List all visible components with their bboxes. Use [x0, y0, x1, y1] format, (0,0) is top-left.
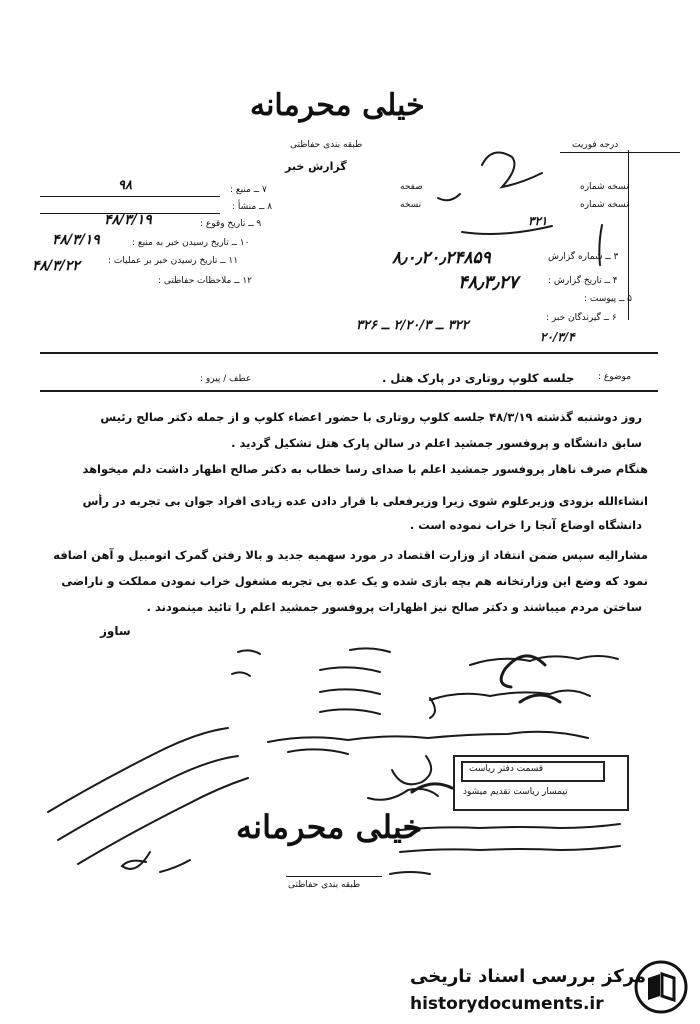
footer-classification-label: طبقه بندی حفاظتی [288, 880, 361, 890]
report-date-value: ۴۸٫۳٫۲۷ [458, 272, 519, 293]
recipients-value-2: ۲۰/۳/۴ [540, 330, 575, 344]
subject-text: جلسه کلوپ روتاری در پارک هتل . [382, 371, 575, 385]
stamp-line-2: تیمسار ریاست تقدیم میشود [463, 787, 568, 797]
urgency-label: درجه فوریت [572, 140, 619, 150]
copy-number-label-2: نسخه شماره [580, 200, 629, 210]
signature-code: ساوز [100, 624, 131, 638]
report-type: گزارش خبر [285, 160, 347, 173]
body-line-1: روز دوشنبه گذشته ۴۸/۳/۱۹ جلسه کلوپ روتاری با حضور اعضاء کلوپ و از جمله دکتر صالح رئیس [100, 410, 642, 424]
recipients-label: ۶ ــ گیرندگان خبر : [546, 313, 617, 323]
footer-rule [286, 876, 382, 877]
copy-number-label-1: نسخه شماره [580, 182, 629, 192]
field-operations-arrival-label: ۱۱ ــ تاریخ رسیدن خبر بر عملیات : [108, 256, 239, 266]
field-occurrence-date-label: ۹ ــ تاریخ وقوع : [200, 219, 262, 229]
body-line-7: نمود که وضع این وزارتخانه هم بچه بازی شده و یک عده بی تجربه مشغول خراب نمودن مملکت و ناراضی [61, 574, 648, 588]
subject-label: موضوع : [598, 372, 632, 382]
body-line-2: سابق دانشگاه و پروفسور جمشید اعلم در سالن پارک هتل تشکیل گردید . [231, 436, 642, 450]
header-title: خیلی محرمانه [250, 88, 425, 123]
field-origin-label: ۸ ــ منشأ : [232, 202, 273, 212]
archive-logo-icon [634, 960, 688, 1014]
body-line-6: مشارالیه سپس ضمن انتقاد از وزارت اقتصاد در مورد سهمیه جدید و بالا رفتن گمرک اتومبیل و آهن اضافه [53, 548, 648, 562]
field-source-label: ۷ ــ منبع : [230, 185, 267, 195]
number-value: ۳۲۱ [528, 214, 548, 228]
body-line-3: هنگام صرف ناهار پروفسور جمشید اعلم با صدای رسا خطاب به دکتر صالح اظهار داشت دلم میخواهد [82, 462, 648, 476]
report-number-value: ۸٫۰٫۲۰٫۲۴۸۵۹ [392, 248, 491, 268]
attachment-label: ۵ ــ پیوست : [584, 294, 632, 304]
header-classification-label: طبقه بندی حفاظتی [290, 140, 363, 150]
field-source-value: ۹۸ [118, 178, 132, 193]
field-operations-arrival-value: ۴۸/۳/۲۲ [32, 258, 80, 274]
archive-url: historydocuments.ir [410, 994, 604, 1014]
report-number-label: ۳ ــ شماره گزارش [548, 252, 619, 262]
reference-label: عطف / پیرو : [200, 374, 252, 384]
report-date-label: ۴ ــ تاریخ گزارش : [548, 276, 618, 286]
page-label: صفحه [400, 182, 423, 192]
archive-name: مرکز بررسی اسناد تاریخی [410, 966, 647, 987]
field-security-notes-label: ۱۲ ــ ملاحظات حفاظتی : [158, 276, 253, 286]
field-source-arrival-value: ۴۸/۳/۱۹ [52, 232, 100, 248]
field-source-arrival-label: ۱۰ ــ تاریخ رسیدن خبر به منبع : [132, 238, 250, 248]
footer-title: خیلی محرمانه [236, 808, 423, 846]
stamp-line-1: قسمت دفتر ریاست [469, 764, 544, 774]
office-stamp [453, 755, 629, 811]
body-line-8: ساختن مردم میباشند و دکتر صالح نیز اظهارات پروفسور جمشید اعلم را تائید مینمودند . [146, 600, 642, 614]
body-line-5: دانشگاه اوضاع آنجا را خراب نموده است . [409, 518, 642, 532]
copy-label: نسخه [400, 200, 422, 210]
recipients-value: ۳۲۲ ــ ۲/۲۰/۳ ــ ۳۲۶ [356, 318, 469, 333]
field-occurrence-date-value: ۴۸/۳/۱۹ [104, 212, 152, 228]
body-line-4: انشاءالله بزودی وزیرعلوم شوی زیرا وزیرفعلی با قرار دادن عده زیادی افراد جوان بی تجربه در رأس [82, 494, 648, 508]
